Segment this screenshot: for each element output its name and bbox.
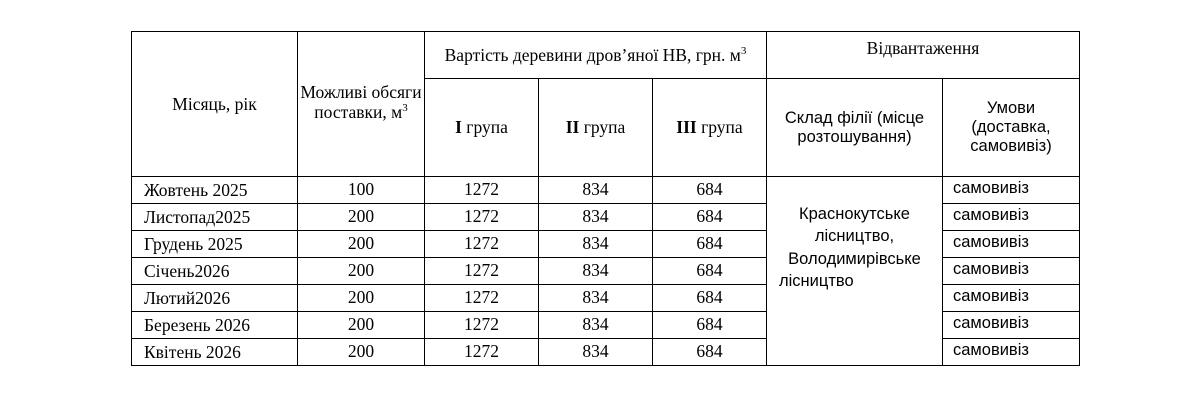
table-row	[132, 177, 1080, 204]
volume-cell: 100	[298, 177, 425, 204]
condition-cell: самовивіз	[943, 285, 1080, 312]
group3-header-bold: III	[676, 117, 697, 138]
group1-price-cell: 1272	[425, 285, 539, 312]
volume-header-text: Можливі обсяги поставки, м	[300, 82, 422, 123]
group3-price-cell: 684	[653, 231, 767, 258]
group2-price-cell: 834	[539, 231, 653, 258]
month-cell: Квітень 2026	[132, 339, 298, 366]
group1-header-rest: група	[461, 117, 508, 138]
group3-price-cell: 684	[653, 312, 767, 339]
volume-cell: 200	[298, 285, 425, 312]
group1-price-cell: 1272	[425, 177, 539, 204]
warehouse-header: Склад філії (місце розтошування)	[767, 79, 943, 177]
month-header: Місяць, рік	[132, 32, 298, 177]
group2-price-cell: 834	[539, 285, 653, 312]
condition-cell: самовивіз	[943, 258, 1080, 285]
price-group-header	[425, 32, 767, 79]
volume-header	[298, 32, 425, 177]
group2-header-rest: група	[579, 117, 626, 138]
group1-price-cell: 1272	[425, 204, 539, 231]
condition-cell: самовивіз	[943, 312, 1080, 339]
group3-price-cell: 684	[653, 285, 767, 312]
group1-price-cell: 1272	[425, 339, 539, 366]
volume-cell: 200	[298, 258, 425, 285]
group1-header-bold: I	[455, 117, 462, 138]
group2-price-cell: 834	[539, 258, 653, 285]
volume-header-sup: 3	[402, 102, 408, 115]
condition-cell: самовивіз	[943, 231, 1080, 258]
price-group-header-text: Вартість деревини дров’яної НВ, грн. м	[444, 44, 741, 65]
volume-cell: 200	[298, 339, 425, 366]
supply-table	[131, 31, 1080, 366]
month-cell: Січень2026	[132, 258, 298, 285]
header-row-top	[132, 32, 1080, 79]
shipment-header: Відвантаження	[767, 32, 1080, 79]
warehouse-line: Краснокутське	[799, 205, 910, 223]
month-cell: Березень 2026	[132, 312, 298, 339]
group1-header	[425, 79, 539, 177]
group2-header	[539, 79, 653, 177]
warehouse-line: лісництво,	[814, 227, 895, 246]
condition-cell: самовивіз	[943, 339, 1080, 366]
warehouse-cell	[767, 177, 943, 366]
group3-price-cell: 684	[653, 258, 767, 285]
group1-price-cell: 1272	[425, 312, 539, 339]
warehouse-line: Володимирівське	[788, 249, 921, 268]
group2-price-cell: 834	[539, 204, 653, 231]
group2-price-cell: 834	[539, 177, 653, 204]
month-cell: Жовтень 2025	[132, 177, 298, 204]
price-group-header-sup: 3	[740, 44, 747, 57]
warehouse-line: лісництво	[779, 271, 854, 290]
volume-cell: 200	[298, 204, 425, 231]
group3-price-cell: 684	[653, 177, 767, 204]
group2-header-bold: II	[565, 117, 580, 138]
group2-price-cell: 834	[539, 339, 653, 366]
volume-cell: 200	[298, 312, 425, 339]
group3-price-cell: 684	[653, 204, 767, 231]
volume-cell: 200	[298, 231, 425, 258]
month-cell: Грудень 2025	[132, 231, 298, 258]
group1-price-cell: 1272	[425, 231, 539, 258]
month-cell: Лютий2026	[132, 285, 298, 312]
month-cell: Листопад2025	[132, 204, 298, 231]
group3-price-cell: 684	[653, 339, 767, 366]
group3-header	[653, 79, 767, 177]
group2-price-cell: 834	[539, 312, 653, 339]
conditions-header: Умови (доставка, самовивіз)	[943, 79, 1080, 177]
condition-cell: самовивіз	[943, 204, 1080, 231]
group3-header-rest: група	[696, 117, 743, 138]
condition-cell: самовивіз	[943, 177, 1080, 204]
group1-price-cell: 1272	[425, 258, 539, 285]
